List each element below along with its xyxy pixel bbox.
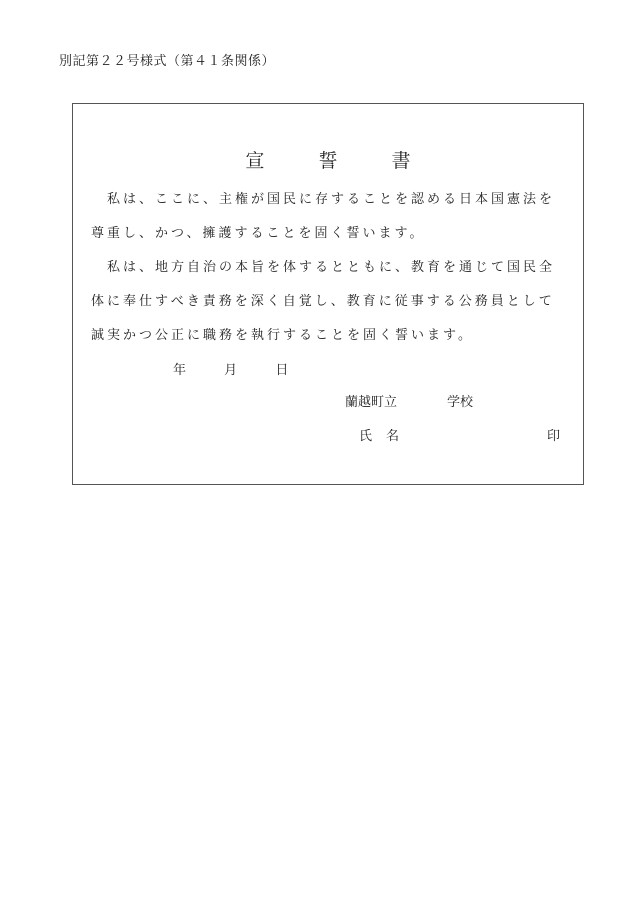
oath-title [73,146,583,173]
title-char-3: 書 [391,150,411,172]
name-line [359,425,399,444]
title-char-2: 誓 [318,150,338,172]
form-reference: 別記第２２号様式（第４１条関係） [59,54,276,69]
school-suffix: 学校 [447,395,474,410]
oath-document [72,103,584,485]
date-line [173,359,288,378]
title-char-1: 宣 [245,150,265,172]
seal-label: 印 [547,429,561,444]
school-prefix: 蘭越町立 [345,395,398,410]
oath-paragraph-duty: 私は、地方自治の本旨を体するとともに、教育を通じて国民全体に奉仕すべき責務を深く自覚し、教育に従事する公務員として誠実かつ公正に職務を執行することを固く誓います。 [91,260,556,343]
month-label: 月 [224,363,238,378]
school-line [345,391,473,410]
name-label-char-2: 名 [386,429,400,444]
name-label-char-1: 氏 [359,429,373,444]
year-label: 年 [173,363,187,378]
day-label: 日 [275,363,289,378]
oath-paragraph-constitution: 私は、ここに、主権が国民に存することを認める日本国憲法を尊重し、かつ、擁護することを固く誓います。 [91,192,556,241]
